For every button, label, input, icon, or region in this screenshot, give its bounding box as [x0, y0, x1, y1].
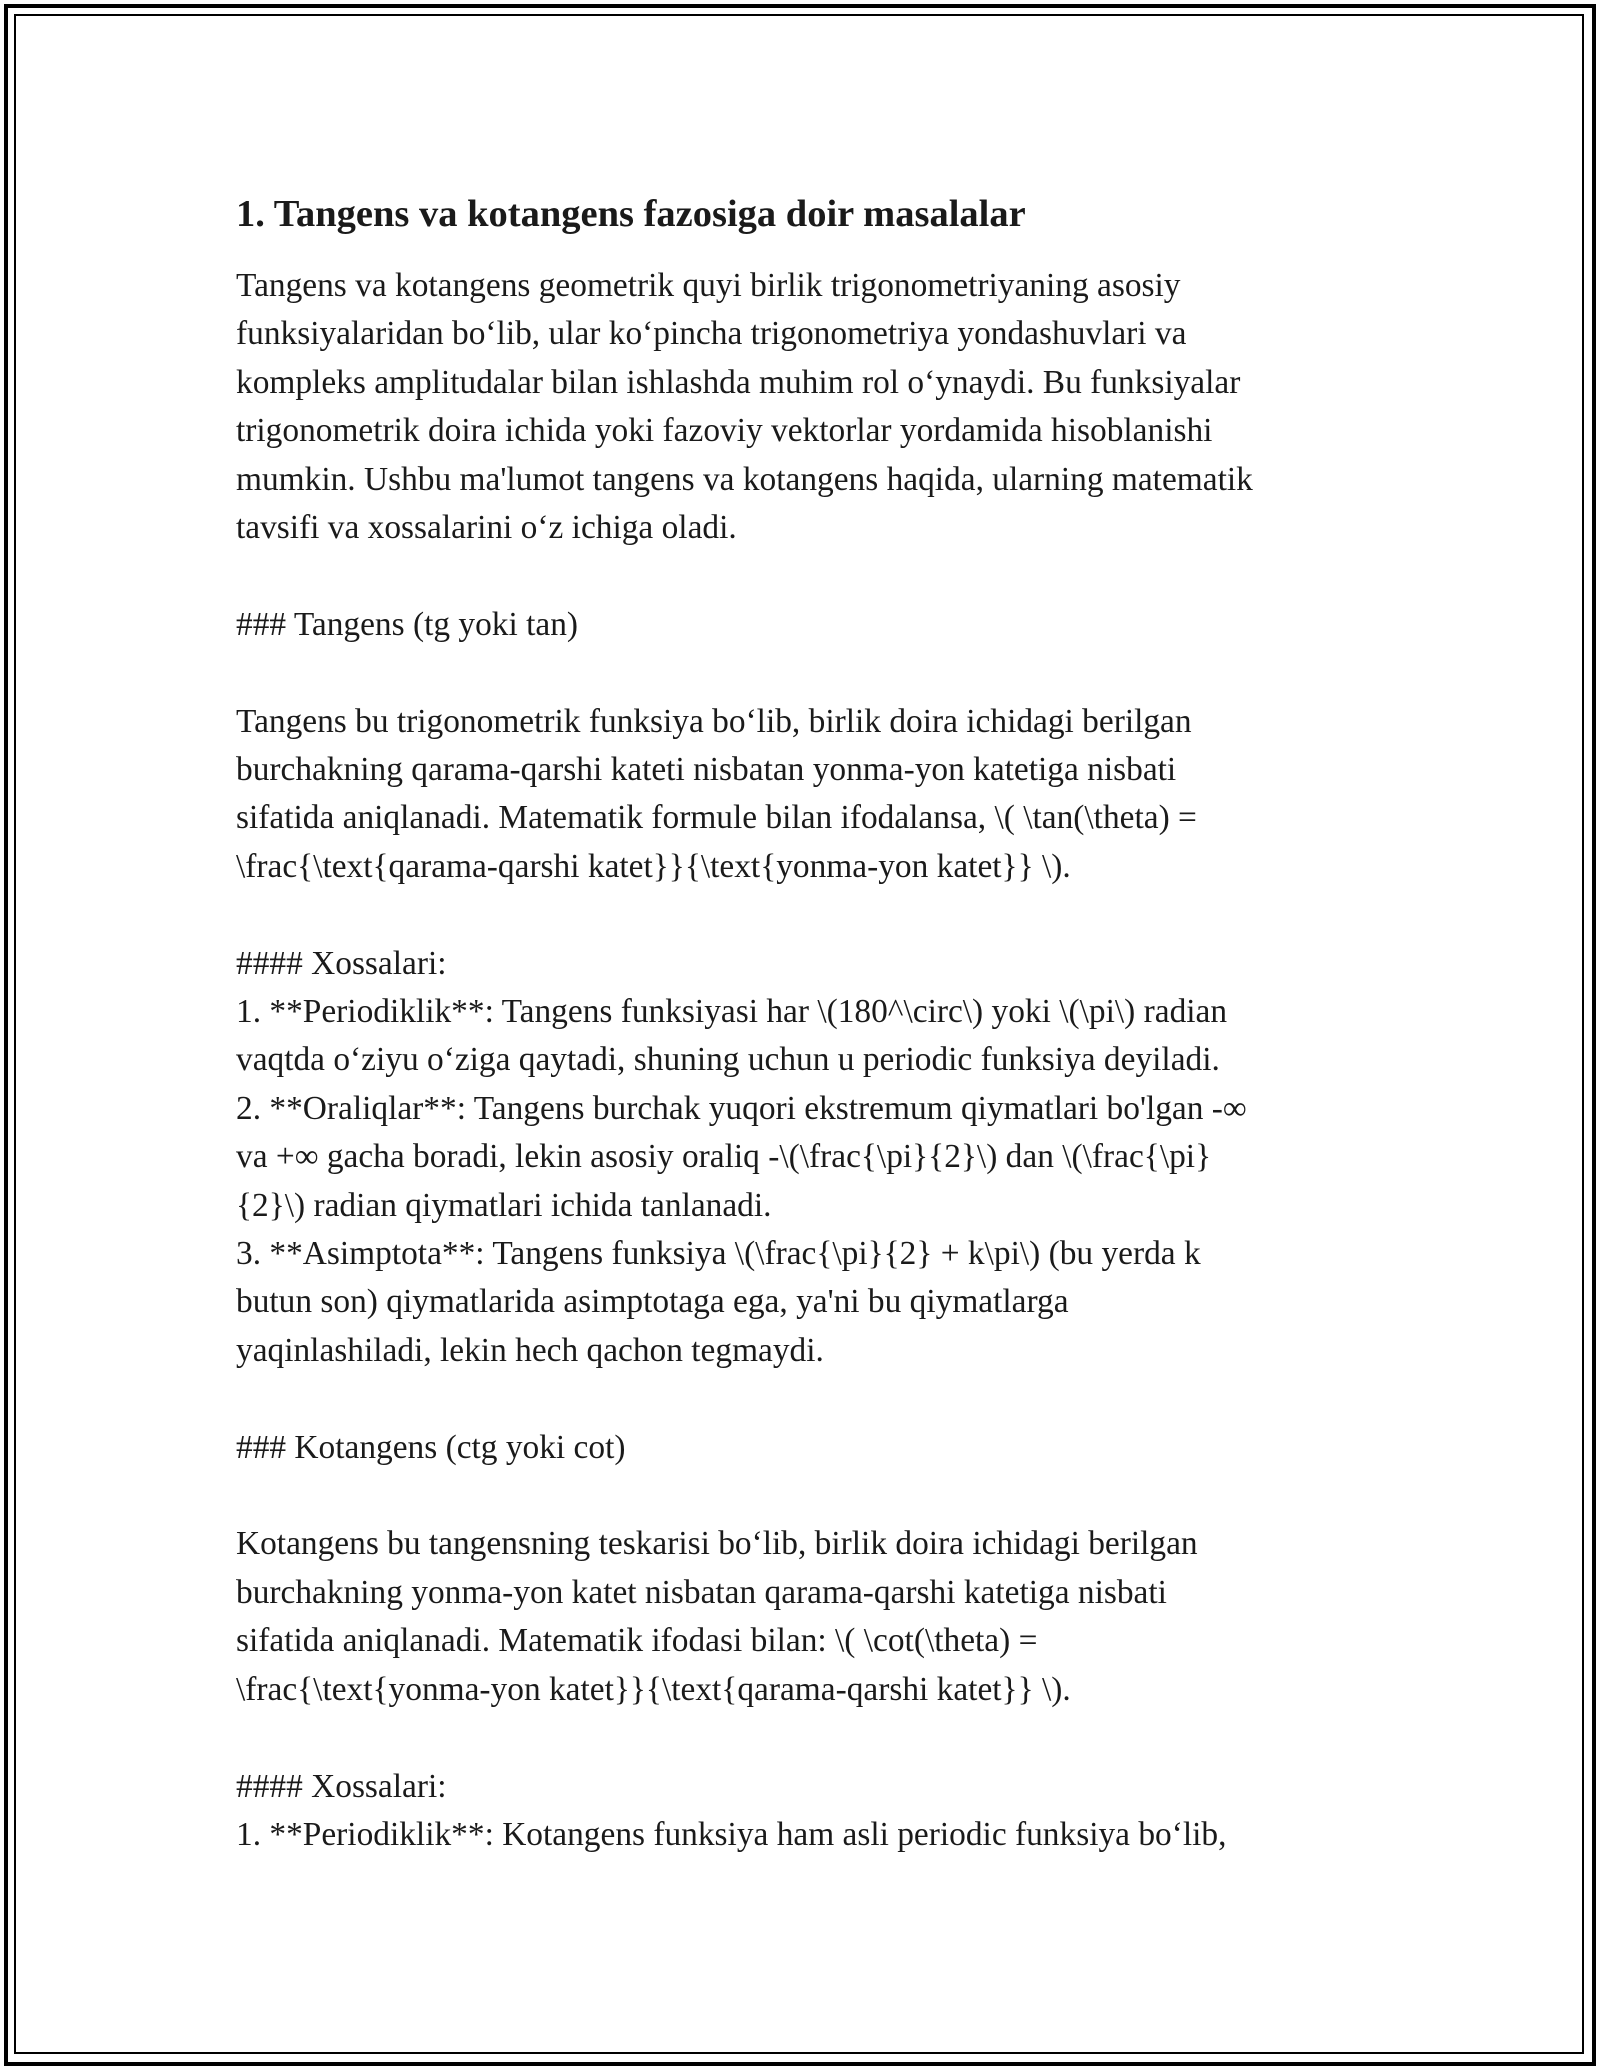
spacer	[236, 1472, 1366, 1520]
text-line: trigonometrik doira ichida yoki fazoviy vektorlar yordamida hisoblanishi	[236, 412, 1213, 450]
spacer	[236, 552, 1366, 600]
text-line: 1. **Periodiklik**: Kotangens funksiya ham asli periodic funksiya bo‘lib,	[236, 1815, 1227, 1853]
spacer	[236, 1375, 1366, 1423]
text-line: {2}\) radian qiymatlari ichida tanlanadi.	[236, 1186, 772, 1224]
text-line: 1. **Periodiklik**: Tangens funksiyasi har \(180^\circ\) yoki \(\pi\) radian	[236, 993, 1228, 1031]
page-title: 1. Tangens va kotangens fazosiga doir masalalar	[236, 193, 1026, 235]
tangens-properties	[236, 940, 1366, 1376]
tangens-heading: ### Tangens (tg yoki tan)	[236, 605, 579, 643]
text-line: kompleks amplitudalar bilan ishlashda muhim rol o‘ynaydi. Bu funksiyalar	[236, 363, 1241, 401]
kotangens-heading: ### Kotangens (ctg yoki cot)	[236, 1428, 626, 1466]
intro-paragraph	[236, 262, 1366, 552]
text-line: Tangens bu trigonometrik funksiya bo‘lib, birlik doira ichidagi berilgan	[236, 702, 1192, 740]
text-line: sifatida aniqlanadi. Matematik formule bilan ifodalansa, \( \tan(\theta) =	[236, 799, 1197, 837]
text-line: sifatida aniqlanadi. Matematik ifodasi bilan: \( \cot(\theta) =	[236, 1622, 1038, 1660]
text-line: \frac{\text{yonma-yon katet}}{\text{qarama-qarshi katet}} \).	[236, 1670, 1071, 1708]
properties-heading: #### Xossalari:	[236, 1767, 447, 1805]
text-line: va +∞ gacha boradi, lekin asosiy oraliq -\(\frac{\pi}{2}\) dan \(\frac{\pi}	[236, 1138, 1212, 1176]
document-body	[236, 186, 1366, 1859]
text-line: mumkin. Ushbu ma'lumot tangens va kotangens haqida, ularning matematik	[236, 460, 1253, 498]
text-line: 3. **Asimptota**: Tangens funksiya \(\frac{\pi}{2} + k\pi\) (bu yerda k	[236, 1235, 1201, 1273]
text-line: funksiyalaridan bo‘lib, ular ko‘pincha trigonometriya yondashuvlari va	[236, 315, 1187, 353]
text-line: burchakning yonma-yon katet nisbatan qarama-qarshi katetiga nisbati	[236, 1573, 1167, 1611]
text-line: \frac{\text{qarama-qarshi katet}}{\text{yonma-yon katet}} \).	[236, 847, 1071, 885]
text-line: vaqtda o‘ziyu o‘ziga qaytadi, shuning uchun u periodic funksiya deyiladi.	[236, 1041, 1220, 1079]
text-line: 2. **Oraliqlar**: Tangens burchak yuqori ekstremum qiymatlari bo'lgan -∞	[236, 1089, 1247, 1127]
spacer	[236, 891, 1366, 939]
kotangens-description	[236, 1520, 1366, 1714]
text-line: butun son) qiymatlarida asimptotaga ega, ya'ni bu qiymatlarga	[236, 1283, 1069, 1321]
text-line: yaqinlashiladi, lekin hech qachon tegmaydi.	[236, 1331, 824, 1369]
kotangens-properties	[236, 1763, 1366, 1860]
text-line: burchakning qarama-qarshi kateti nisbatan yonma-yon katetiga nisbati	[236, 751, 1177, 789]
text-line: Kotangens bu tangensning teskarisi bo‘lib, birlik doira ichidagi berilgan	[236, 1525, 1198, 1563]
spacer	[236, 649, 1366, 697]
text-line: tavsifi va xossalarini o‘z ichiga oladi.	[236, 509, 737, 547]
properties-heading: #### Xossalari:	[236, 944, 447, 982]
tangens-description	[236, 698, 1366, 892]
text-line: Tangens va kotangens geometrik quyi birlik trigonometriyaning asosiy	[236, 267, 1181, 304]
spacer	[236, 1714, 1366, 1762]
